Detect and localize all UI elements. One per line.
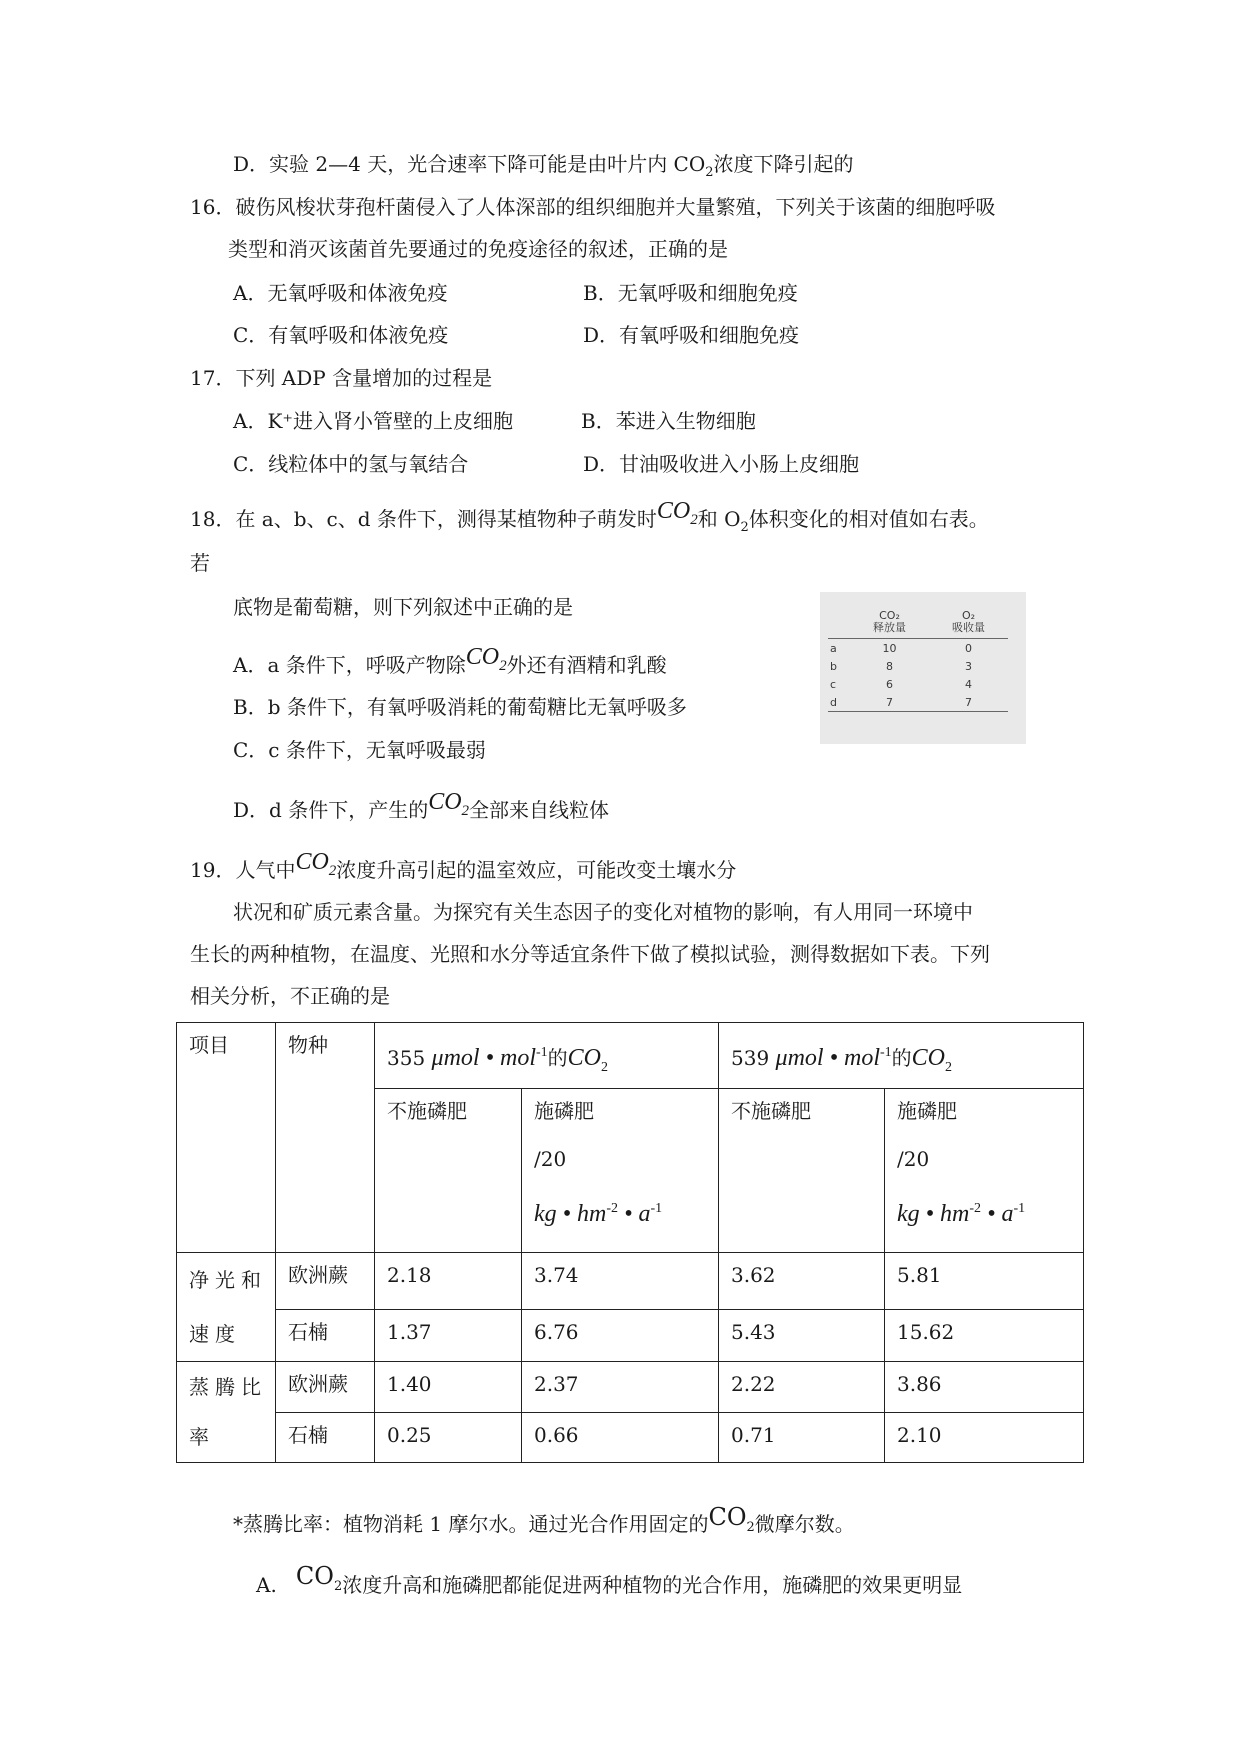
q19-option-a: A. $CO_2$浓度升高和施磷肥都能促进两种植物的光合作用，施磷肥的效果更明显 <box>256 1562 963 1597</box>
cell: 1.40 <box>375 1362 522 1413</box>
q19-stem-line2: 状况和矿质元素含量。为探究有关生态因子的变化对植物的影响，有人用同一环境中 <box>233 900 973 924</box>
q18-stem-line2: 若 <box>190 551 210 575</box>
q16-stem-line1: 16．破伤风梭状芽孢杆菌侵入了人体深部的组织细胞并大量繁殖，下列关于该菌的细胞呼吸 <box>190 195 996 219</box>
header-item: 项目 <box>177 1023 276 1253</box>
header-no-phosphate-355: 不施磷肥 <box>375 1089 522 1253</box>
mini-cell: 6 <box>886 677 893 691</box>
header-phosphate-355: 施磷肥 /20 kg • $hm^{-2}$ • $a^{-1}$ <box>522 1089 719 1253</box>
q18-stem-line3: 底物是葡萄糖，则下列叙述中正确的是 <box>233 595 573 619</box>
cell: 3.74 <box>522 1253 719 1310</box>
mini-head-co2: CO₂ 释放量 <box>850 606 929 639</box>
cell: 2.10 <box>885 1412 1084 1463</box>
q16-option-b: B．无氧呼吸和细胞免疫 <box>583 281 798 305</box>
q17-option-a: A．K⁺进入肾小管壁的上皮细胞 <box>233 409 513 433</box>
q19-stem-line4: 相关分析，不正确的是 <box>190 984 390 1008</box>
q19-data-table <box>176 1022 1084 1463</box>
q18-gas-exchange-table <box>820 592 1026 744</box>
q17-option-d: D．甘油吸收进入小肠上皮细胞 <box>583 452 860 476</box>
q18-option-d: D．d 条件下，产生的$CO_2$全部来自线粒体 <box>233 789 610 822</box>
mini-head-blank <box>828 606 850 639</box>
cell: 5.81 <box>885 1253 1084 1310</box>
cell: 1.37 <box>375 1309 522 1361</box>
header-co2-539: 539 μmol • mol$^{-1}$的$CO_2$ <box>719 1023 1084 1089</box>
cell: 5.43 <box>719 1309 885 1361</box>
header-species: 物种 <box>276 1023 375 1253</box>
co2-formula: $CO_2$ <box>295 849 337 879</box>
cell: 2.18 <box>375 1253 522 1310</box>
mini-row-label: a <box>830 641 837 655</box>
q17-option-c: C．线粒体中的氢与氧结合 <box>233 452 469 476</box>
header-phosphate-539: 施磷肥 /20 kg • $hm^{-2}$ • $a^{-1}$ <box>885 1089 1084 1253</box>
cell: 2.22 <box>719 1362 885 1413</box>
species-heather: 石楠 <box>276 1412 375 1463</box>
row-label-net-photosynthesis: 净光和 速度 <box>177 1253 276 1362</box>
mini-head-o2: O₂ 吸收量 <box>929 606 1008 639</box>
header-co2-355: 355 μmol • mol$^{-1}$的$CO_2$ <box>375 1023 719 1089</box>
q16-option-d: D．有氧呼吸和细胞免疫 <box>583 323 800 347</box>
mini-cell: 8 <box>886 659 893 673</box>
mini-row-label: d <box>828 693 850 712</box>
q17-stem: 17．下列 ADP 含量增加的过程是 <box>190 366 493 390</box>
mini-cell: 7 <box>929 693 1008 712</box>
cell: 2.37 <box>522 1362 719 1413</box>
co2-formula: $CO_2$ <box>656 498 698 528</box>
q19-stem-line1: 19．人气中$CO_2$浓度升高引起的温室效应，可能改变土壤水分 <box>190 849 737 882</box>
q15-option-d: D．实验 2—4 天，光合速率下降可能是由叶片内 $CO_2$浓度下降引起的 <box>233 152 854 180</box>
header-no-phosphate-539: 不施磷肥 <box>719 1089 885 1253</box>
cell: 3.86 <box>885 1362 1084 1413</box>
co2-formula: $CO_2$ <box>428 789 470 819</box>
mini-cell: 3 <box>965 659 972 673</box>
cell: 0.25 <box>375 1412 522 1463</box>
q18-option-a: A．a 条件下，呼吸产物除$CO_2$外还有酒精和乳酸 <box>233 644 667 677</box>
q16-option-c: C．有氧呼吸和体液免疫 <box>233 323 449 347</box>
mini-row-label: b <box>830 659 837 673</box>
q18-option-b: B．b 条件下，有氧呼吸消耗的葡萄糖比无氧呼吸多 <box>233 695 687 719</box>
q17-option-b: B．苯进入生物细胞 <box>581 409 756 433</box>
cell: 15.62 <box>885 1309 1084 1361</box>
cell: 0.66 <box>522 1412 719 1463</box>
row-label-transpiration-ratio: 蒸腾比 率 <box>177 1362 276 1463</box>
cell: 6.76 <box>522 1309 719 1361</box>
q19-stem-line3: 生长的两种植物，在温度、光照和水分等适宜条件下做了模拟试验，测得数据如下表。下列 <box>190 942 990 966</box>
species-heather: 石楠 <box>276 1309 375 1361</box>
mini-cell: 7 <box>850 693 929 712</box>
mini-cell: 4 <box>965 677 972 691</box>
q16-option-a: A．无氧呼吸和体液免疫 <box>233 281 448 305</box>
co2-formula: $CO_2$ <box>465 644 507 674</box>
cell: 0.71 <box>719 1412 885 1463</box>
q18-stem-line1: 18．在 a、b、c、d 条件下，测得某植物种子萌发时$CO_2$和 $O_2$体积变化的相对值如右表。 <box>190 498 989 535</box>
q18-option-c: C．c 条件下，无氧呼吸最弱 <box>233 738 486 762</box>
species-ferns: 欧洲蕨 <box>276 1253 375 1310</box>
species-ferns: 欧洲蕨 <box>276 1362 375 1413</box>
mini-cell: 10 <box>882 641 897 655</box>
mini-row-label: c <box>830 677 837 691</box>
mini-cell: 0 <box>965 641 972 655</box>
q16-stem-line2: 类型和消灭该菌首先要通过的免疫途径的叙述，正确的是 <box>228 237 728 261</box>
q19-footnote: *蒸腾比率：植物消耗 1 摩尔水。通过光合作用固定的$CO_2$微摩尔数。 <box>233 1503 855 1536</box>
cell: 3.62 <box>719 1253 885 1310</box>
